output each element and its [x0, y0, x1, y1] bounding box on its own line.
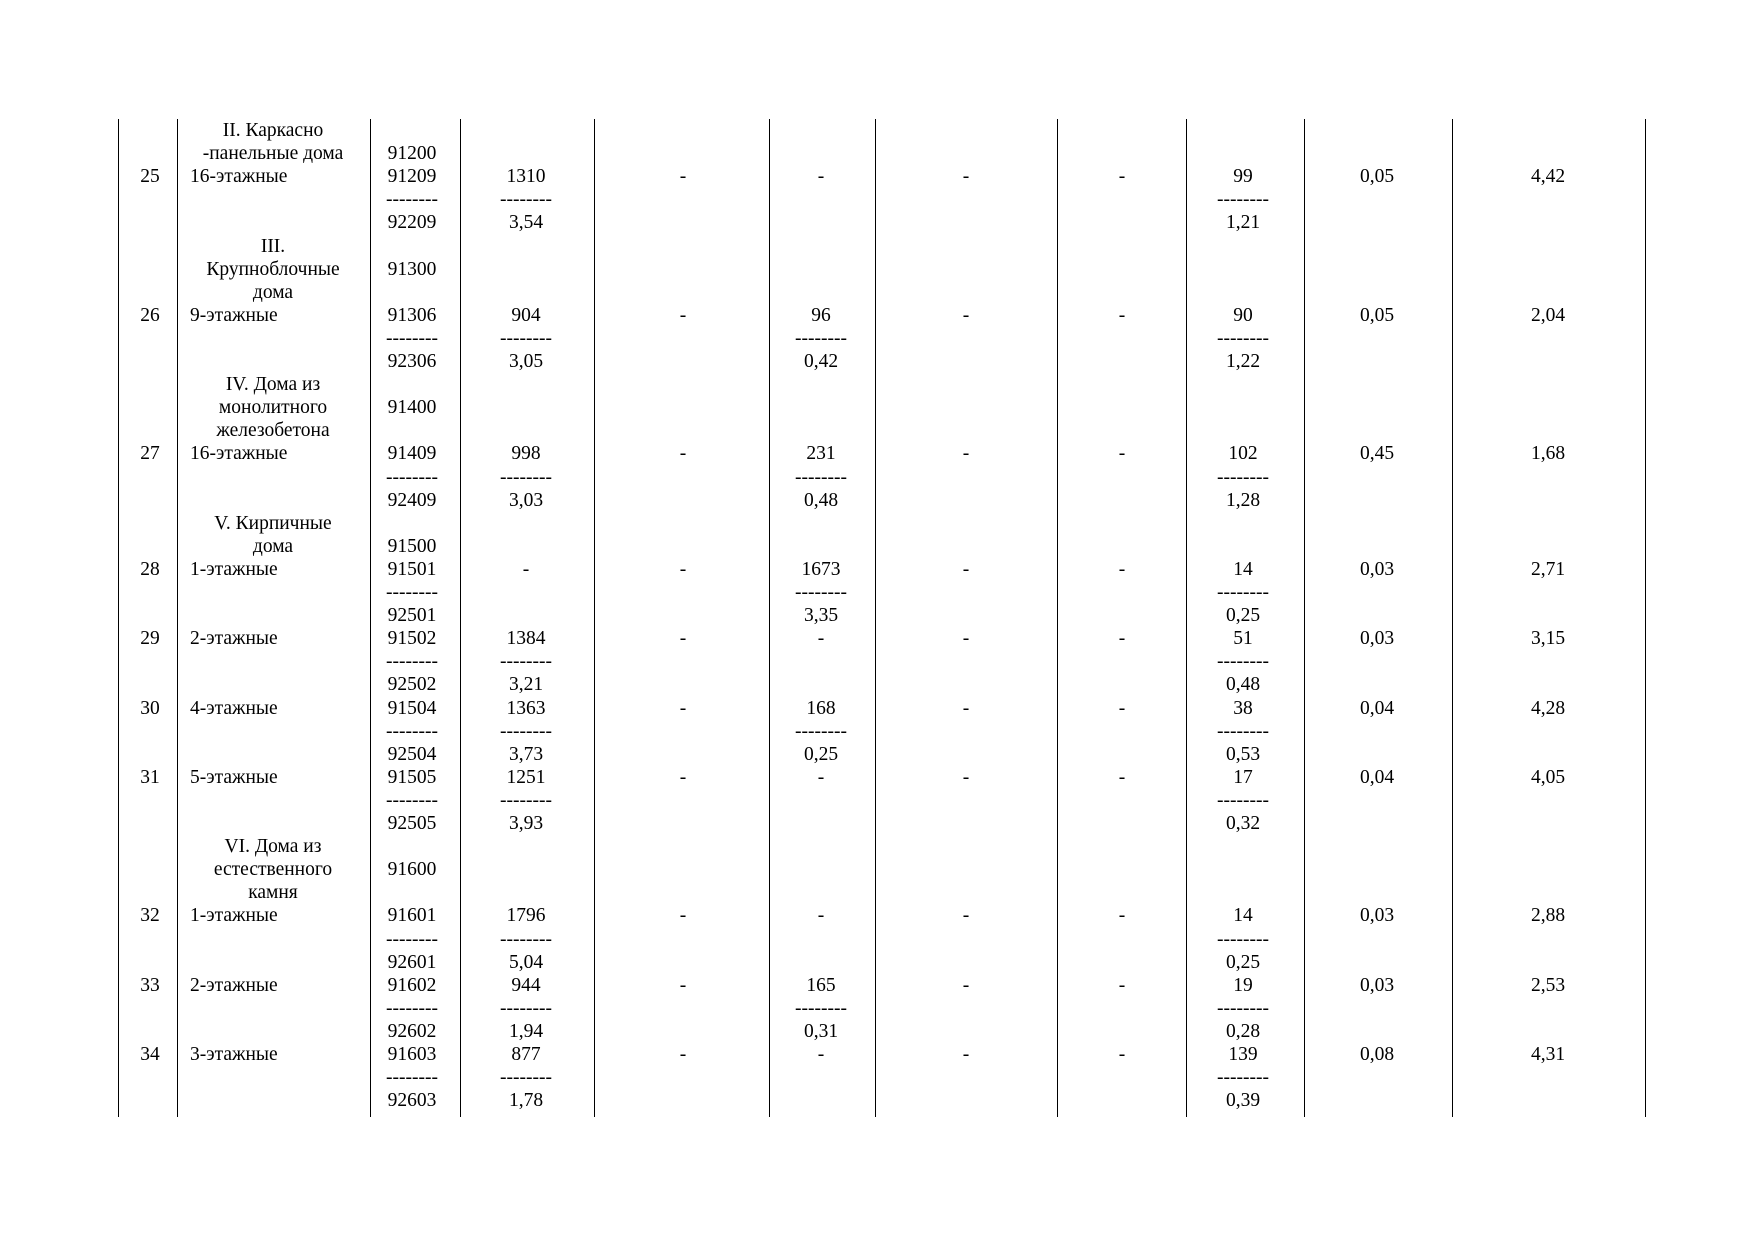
table-cell: - — [1118, 905, 1126, 927]
table-cell: 91200 — [387, 143, 437, 165]
table-cell: - — [679, 443, 687, 465]
table-cell: 4-этажные — [190, 697, 278, 719]
table-cell: 92603 — [387, 1090, 437, 1112]
table-cell: -------- — [1217, 189, 1269, 211]
column-rule — [177, 119, 178, 1117]
table-cell: 92409 — [387, 489, 437, 511]
table-cell: 92602 — [387, 1020, 437, 1042]
table-cell: 0,48 — [803, 489, 839, 511]
table-cell: 0,42 — [803, 351, 839, 372]
table-cell: -------- — [1217, 466, 1269, 488]
table-cell: 2,71 — [1530, 558, 1566, 580]
table-cell: дома — [252, 281, 294, 303]
table-cell: 1,94 — [508, 1020, 544, 1042]
table-cell: 231 — [806, 443, 836, 465]
table-cell: 1,22 — [1225, 351, 1261, 372]
table-cell: -------- — [1217, 997, 1269, 1019]
table-cell: - — [817, 166, 825, 188]
table-cell: 26 — [140, 304, 160, 326]
table-cell: -------- — [500, 651, 552, 673]
table-cell: 32 — [140, 905, 160, 927]
table-cell: 91600 — [387, 859, 437, 881]
table-cell: 3,54 — [508, 212, 544, 234]
table-cell: - — [679, 304, 687, 326]
table-cell: -------- — [500, 466, 552, 488]
table-cell: - — [962, 558, 970, 580]
column-rule — [118, 119, 119, 1117]
table-cell: - — [679, 766, 687, 788]
table-cell: 1,68 — [1530, 443, 1566, 465]
table-cell: - — [962, 628, 970, 650]
table-cell: 3,35 — [803, 605, 839, 627]
table-cell: -------- — [386, 327, 438, 349]
table-cell: 0,05 — [1359, 166, 1395, 188]
table-cell: 91602 — [387, 974, 437, 996]
table-cell: 38 — [1233, 697, 1253, 719]
table-cell: 904 — [511, 304, 541, 326]
table-cell: 91300 — [387, 258, 437, 280]
table-cell: 0,03 — [1359, 628, 1395, 650]
table-cell: 3,05 — [508, 351, 544, 372]
table-cell: 1,21 — [1225, 212, 1261, 234]
column-rule — [769, 119, 770, 1117]
table-cell: - — [962, 905, 970, 927]
table-cell: - — [962, 697, 970, 719]
table-cell: 3,73 — [508, 743, 544, 765]
table-cell: -------- — [500, 997, 552, 1019]
table-cell: - — [1118, 628, 1126, 650]
table-cell: 2,88 — [1530, 905, 1566, 927]
table-cell: 0,31 — [803, 1020, 839, 1042]
table-cell: 139 — [1228, 1044, 1258, 1065]
table-cell: 1-этажные — [190, 905, 278, 927]
table-cell: 91505 — [387, 766, 437, 788]
table-cell: -------- — [1217, 582, 1269, 603]
table-cell: 4,42 — [1530, 166, 1566, 188]
table-cell: -------- — [1217, 928, 1269, 950]
table-cell: - — [1118, 974, 1126, 996]
table-cell: 0,53 — [1225, 743, 1261, 765]
table-cell: -------- — [795, 466, 847, 488]
table-cell: 91209 — [387, 166, 437, 188]
table-cell: 31 — [140, 766, 160, 788]
table-cell: 51 — [1233, 628, 1253, 650]
table-cell: - — [1118, 304, 1126, 326]
table-cell: естественного — [213, 859, 333, 881]
table-cell: 0,03 — [1359, 974, 1395, 996]
table-cell: 1310 — [506, 166, 546, 188]
table-cell: - — [679, 628, 687, 650]
table-cell: 9-этажные — [190, 304, 278, 326]
table-cell: VI. Дома из — [224, 836, 322, 858]
column-rule — [875, 119, 876, 1117]
table-cell: 91409 — [387, 443, 437, 465]
table-cell: 102 — [1228, 443, 1258, 465]
table-cell: 0,45 — [1359, 443, 1395, 465]
table-cell: 0,48 — [1225, 674, 1261, 696]
table-cell: железобетона — [216, 420, 330, 442]
table-cell: 91400 — [387, 397, 437, 419]
table-cell: 3,03 — [508, 489, 544, 511]
table-cell: 168 — [806, 697, 836, 719]
table-cell: 165 — [806, 974, 836, 996]
table-cell: - — [962, 304, 970, 326]
table-cell: - — [1118, 1044, 1126, 1065]
table-cell: 1363 — [506, 697, 546, 719]
table-cell: 91504 — [387, 697, 437, 719]
table-cell: -------- — [500, 1067, 552, 1089]
table-cell: 0,25 — [803, 743, 839, 765]
table-cell: -------- — [500, 789, 552, 811]
table-cell: 33 — [140, 974, 160, 996]
table-cell: IV. Дома из — [225, 374, 321, 396]
table-cell: 2-этажные — [190, 628, 278, 650]
table-cell: -------- — [1217, 327, 1269, 349]
column-rule — [594, 119, 595, 1117]
table-cell: 1384 — [506, 628, 546, 650]
table-cell: - — [1118, 697, 1126, 719]
table-cell: - — [679, 558, 687, 580]
table-cell: 1-этажные — [190, 558, 278, 580]
table-cell: 16-этажные — [190, 443, 288, 465]
table-cell: 1251 — [506, 766, 546, 788]
table-cell: -------- — [500, 928, 552, 950]
table-cell: 3-этажные — [190, 1044, 278, 1065]
table-cell: II. Каркасно — [222, 120, 324, 141]
table-cell: 92209 — [387, 212, 437, 234]
table-cell: -------- — [386, 997, 438, 1019]
table-cell: - — [679, 1044, 687, 1065]
table-cell: - — [962, 1044, 970, 1065]
column-rule — [1452, 119, 1453, 1117]
table-cell: 0,25 — [1225, 951, 1261, 973]
table-cell: 2,53 — [1530, 974, 1566, 996]
table-cell: 0,03 — [1359, 558, 1395, 580]
column-rule — [1186, 119, 1187, 1117]
table-cell: 4,28 — [1530, 697, 1566, 719]
table-cell: 91601 — [387, 905, 437, 927]
table-cell: - — [1118, 443, 1126, 465]
table-cell: 0,04 — [1359, 697, 1395, 719]
table-cell: 29 — [140, 628, 160, 650]
table-cell: 90 — [1233, 304, 1253, 326]
table-cell: 4,05 — [1530, 766, 1566, 788]
table-cell: 25 — [140, 166, 160, 188]
table-cell: 1673 — [801, 558, 841, 580]
table-cell: 0,39 — [1225, 1090, 1261, 1112]
table-cell: 92306 — [387, 351, 437, 372]
table-cell: 3,15 — [1530, 628, 1566, 650]
table-cell: камня — [248, 882, 298, 904]
table-cell: 96 — [811, 304, 831, 326]
table-cell: -------- — [795, 327, 847, 349]
table-cell: 1,78 — [508, 1090, 544, 1112]
table-cell: 0,08 — [1359, 1044, 1395, 1065]
table-cell: 0,05 — [1359, 304, 1395, 326]
table-cell: - — [522, 558, 530, 580]
table-cell: -------- — [500, 720, 552, 742]
table-cell: -------- — [386, 189, 438, 211]
table-cell: 91502 — [387, 628, 437, 650]
table-cell: 944 — [511, 974, 541, 996]
table-cell: 998 — [511, 443, 541, 465]
table-cell: -------- — [386, 928, 438, 950]
table-cell: -------- — [386, 651, 438, 673]
table-cell: 0,25 — [1225, 605, 1261, 627]
table-cell: -------- — [386, 1067, 438, 1089]
column-rule — [1645, 119, 1646, 1117]
table-cell: 17 — [1233, 766, 1253, 788]
table-cell: 92505 — [387, 813, 437, 834]
column-rule — [460, 119, 461, 1117]
table-cell: - — [679, 697, 687, 719]
table-cell: 91501 — [387, 558, 437, 580]
column-rule — [1304, 119, 1305, 1117]
table-cell: 0,32 — [1225, 813, 1261, 834]
table-cell: -------- — [386, 466, 438, 488]
table-cell: V. Кирпичные — [214, 512, 332, 534]
table-cell: 14 — [1233, 905, 1253, 927]
table-cell: 2-этажные — [190, 974, 278, 996]
table-cell: 3,93 — [508, 813, 544, 834]
table-cell: 3,21 — [508, 674, 544, 696]
table-cell: - — [962, 166, 970, 188]
table-cell: - — [679, 905, 687, 927]
table-cell: 91603 — [387, 1044, 437, 1065]
table-cell: 5,04 — [508, 951, 544, 973]
table-cell: - — [817, 905, 825, 927]
table-cell: - — [1118, 166, 1126, 188]
table-cell: 2,04 — [1530, 304, 1566, 326]
table-cell: - — [962, 766, 970, 788]
table-cell: - — [1118, 558, 1126, 580]
table-cell: 0,03 — [1359, 905, 1395, 927]
table-cell: Крупноблочные — [206, 258, 340, 280]
table-cell: - — [679, 166, 687, 188]
table-cell: 1,28 — [1225, 489, 1261, 511]
table-cell: 14 — [1233, 558, 1253, 580]
table-cell: 99 — [1233, 166, 1253, 188]
table-cell: 30 — [140, 697, 160, 719]
table-cell: монолитного — [218, 397, 328, 419]
table-cell: - — [817, 1044, 825, 1065]
table-cell: 1796 — [506, 905, 546, 927]
table-cell: -------- — [1217, 1067, 1269, 1089]
table-cell: -------- — [500, 189, 552, 211]
table-cell: -------- — [1217, 789, 1269, 811]
table-cell: -------- — [386, 582, 438, 603]
table-cell: 877 — [511, 1044, 541, 1065]
table-cell: 5-этажные — [190, 766, 278, 788]
table-cell: -------- — [1217, 720, 1269, 742]
table-cell: -панельные дома — [202, 143, 344, 165]
table-cell: -------- — [386, 720, 438, 742]
table-cell: 0,04 — [1359, 766, 1395, 788]
table-cell: - — [1118, 766, 1126, 788]
column-rule — [370, 119, 371, 1117]
table-cell: 92504 — [387, 743, 437, 765]
table-cell: 34 — [140, 1044, 160, 1065]
table-cell: 91500 — [387, 535, 437, 557]
table-cell: -------- — [795, 997, 847, 1019]
table-cell: 92601 — [387, 951, 437, 973]
table-cell: - — [962, 443, 970, 465]
table-cell: 4,31 — [1530, 1044, 1566, 1065]
table-cell: 27 — [140, 443, 160, 465]
table-cell: -------- — [386, 789, 438, 811]
table-cell: 91306 — [387, 304, 437, 326]
table-cell: III. — [260, 235, 286, 257]
column-rule — [1057, 119, 1058, 1117]
table-cell: 28 — [140, 558, 160, 580]
table-cell: -------- — [795, 720, 847, 742]
table-cell: -------- — [500, 327, 552, 349]
table-cell: 92502 — [387, 674, 437, 696]
table-cell: 92501 — [387, 605, 437, 627]
table-cell: дома — [252, 535, 294, 557]
table-cell: 19 — [1233, 974, 1253, 996]
table-cell: 0,28 — [1225, 1020, 1261, 1042]
table-cell: - — [817, 766, 825, 788]
table-cell: -------- — [1217, 651, 1269, 673]
table-cell: - — [962, 974, 970, 996]
table-cell: 16-этажные — [190, 166, 288, 188]
table-cell: - — [817, 628, 825, 650]
table-cell: -------- — [795, 582, 847, 603]
table-cell: - — [679, 974, 687, 996]
